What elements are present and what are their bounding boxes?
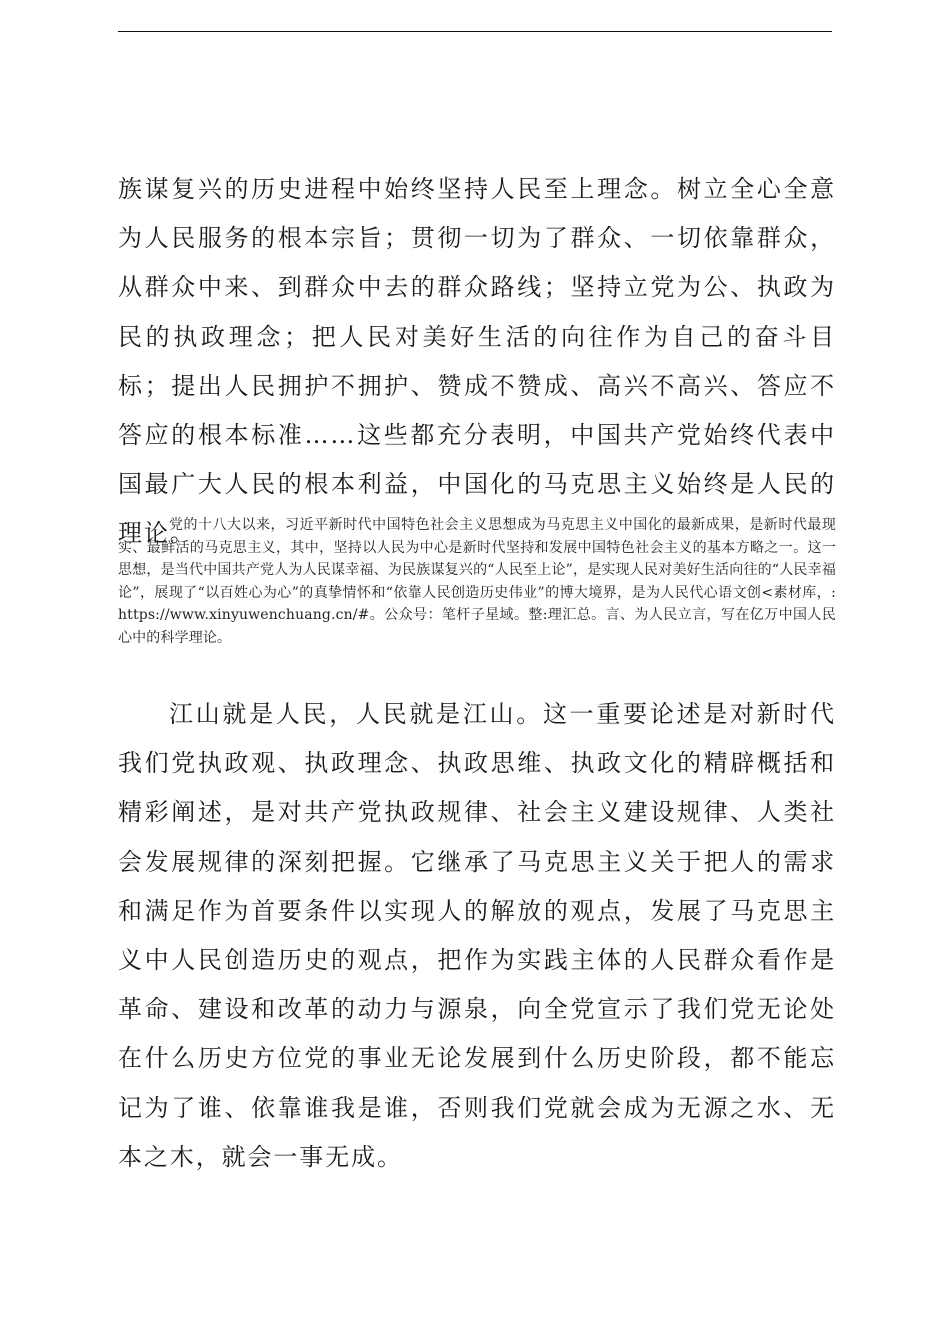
body-paragraph-1: 族谋复兴的历史进程中始终坚持人民至上理念。树立全心全意为人民服务的根本宗旨；贯彻一切为了群众、一切依靠群众，从群众中来、到群众中去的群众路线；坚持立党为公、执政为民的执政理念；把人民对美好生活的向往作为自己的奋斗目标；提出人民拥护不拥护、赞成不赞成、高兴不高兴、答应不答应的根本标准……这些都充分表明，中国共产党始终代表中国最广大人民的根本利益，中国化的马克思主义始终是人民的理论。 (118, 175, 836, 548)
body-paragraph-3: 江山就是人民，人民就是江山。这一重要论述是对新时代我们党执政观、执政理念、执政思维、执政文化的精辟概括和精彩阐述，是对共产党执政规律、社会主义建设规律、人类社会发展规律的深刻把握。它继承了马克思主义关于把人的需求和满足作为首要条件以实现人的解放的观点，发展了马克思主义中人民创造历史的观点，把作为实践主体的人民群众看作是革命、建设和改革的动力与源泉，向全党宣示了我们党无论处在什么历史方位党的事业无论发展到什么历史阶段，都不能忘记为了谁、依靠谁我是谁，否则我们党就会成为无源之水、无本之木，就会一事无成。 (118, 700, 836, 1171)
header-rule (118, 31, 832, 32)
body-paragraph-2: 党的十八大以来，习近平新时代中国特色社会主义思想成为马克思主义中国化的最新成果，是新时代最现实、最鲜活的马克思主义，其中，坚持以人民为中心是新时代坚持和发展中国特色社会主义的基本方略之一。这一思想，是当代中国共产党人为人民谋幸福、为民族谋复兴的“人民至上论”，是实现人民对美好生活向往的“人民幸福论”，展现了“以百姓心为心”的真挚情怀和“依靠人民创造历史伟业”的博大境界，是为人民代心语文创<素材库，: https://www.xinyuwenchuang.cn/#。公众号：笔杆子星域。整:理汇总。言、为人民立言，写在亿万中国人民心中的科学理论。 (118, 517, 836, 646)
